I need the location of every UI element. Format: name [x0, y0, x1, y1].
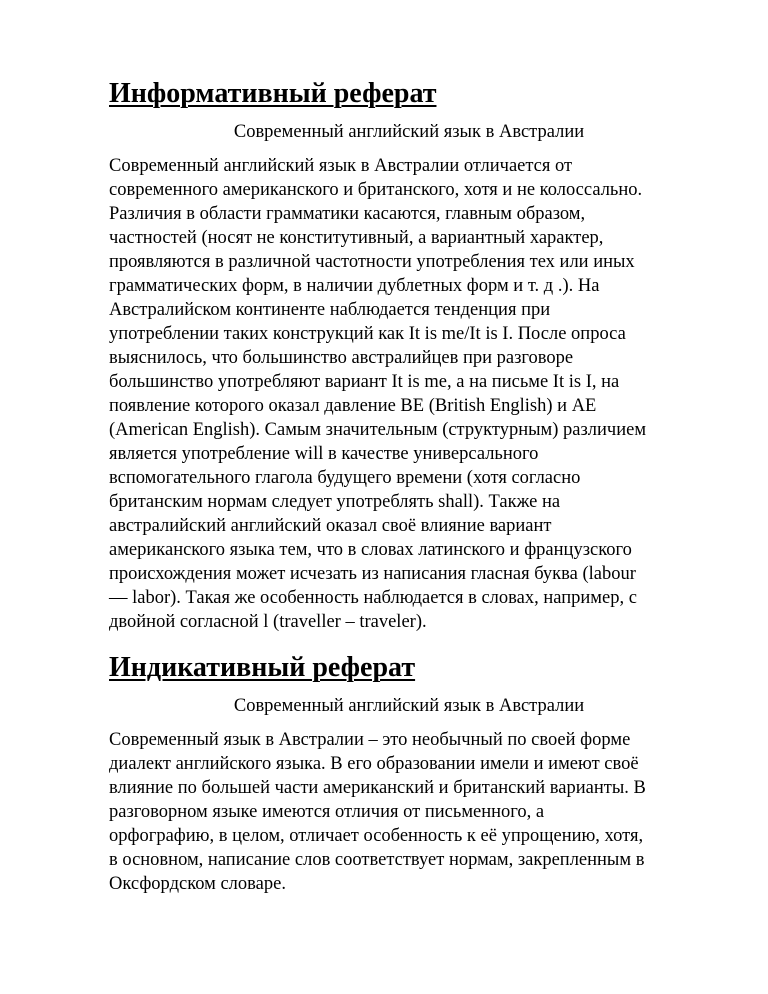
- text-line: происхождения может исчезать из написания гласная буква (labour: [109, 564, 636, 584]
- text-line: является употребление will в качестве универсального: [109, 444, 539, 464]
- section-heading: Индикативный реферат: [109, 652, 416, 683]
- indicative-abstract-section: [109, 652, 729, 896]
- text-line: Современный язык в Австралии – это необычный по своей форме: [109, 730, 631, 750]
- text-line: двойной согласной l (traveller – traveler).: [109, 612, 427, 632]
- text-line: австралийский английский оказал своё влияние вариант: [109, 516, 552, 536]
- text-line: вспомогательного глагола будущего времени (хотя согласно: [109, 468, 581, 488]
- text-line: современного американского и британского, хотя и не колоссально.: [109, 180, 643, 200]
- informative-abstract-section: [109, 78, 729, 634]
- text-line: большинство употребляют вариант It is me, а на письме It is I, на: [109, 372, 620, 392]
- text-line: проявляются в различной частотности употребления тех или иных: [109, 252, 635, 272]
- section-subtitle: Современный английский язык в Австралии: [233, 696, 585, 716]
- text-line: Австралийском континенте наблюдается тенденция при: [109, 300, 551, 320]
- text-line: частностей (носят не конститутивный, а вариантный характер,: [109, 228, 604, 248]
- section-heading: Информативный реферат: [109, 78, 437, 109]
- text-line: грамматических форм, в наличии дублетных форм и т. д .). На: [109, 276, 600, 296]
- section-body: [109, 728, 729, 896]
- text-line: разговорном языке имеются отличия от письменного, а: [109, 802, 545, 822]
- text-line: диалект английского языка. В его образовании имели и имеют своё: [109, 754, 639, 774]
- text-line: Современный английский язык в Австралии отличается от: [109, 156, 573, 176]
- text-line: Оксфордском словаре.: [109, 874, 286, 894]
- section-subtitle: Современный английский язык в Австралии: [233, 122, 585, 142]
- text-line: появление которого оказал давление BE (British English) и AE: [109, 396, 597, 416]
- text-line: в основном, написание слов соответствует нормам, закрепленным в: [109, 850, 645, 870]
- text-line: британским нормам следует употреблять shall). Также на: [109, 492, 561, 512]
- text-line: выяснилось, что большинство австралийцев при разговоре: [109, 348, 574, 368]
- section-body: [109, 154, 729, 634]
- text-line: Различия в области грамматики касаются, главным образом,: [109, 204, 586, 224]
- text-line: — labor). Такая же особенность наблюдается в словах, например, с: [109, 588, 637, 608]
- text-line: (American English). Самым значительным (структурным) различием: [109, 420, 647, 440]
- text-line: влияние по большей части американский и британский варианты. В: [109, 778, 646, 798]
- text-line: употреблении таких конструкций как It is me/It is I. После опроса: [109, 324, 626, 344]
- text-line: орфографию, в целом, отличает особенность к её упрощению, хотя,: [109, 826, 644, 846]
- text-line: американского языка тем, что в словах латинского и французского: [109, 540, 632, 560]
